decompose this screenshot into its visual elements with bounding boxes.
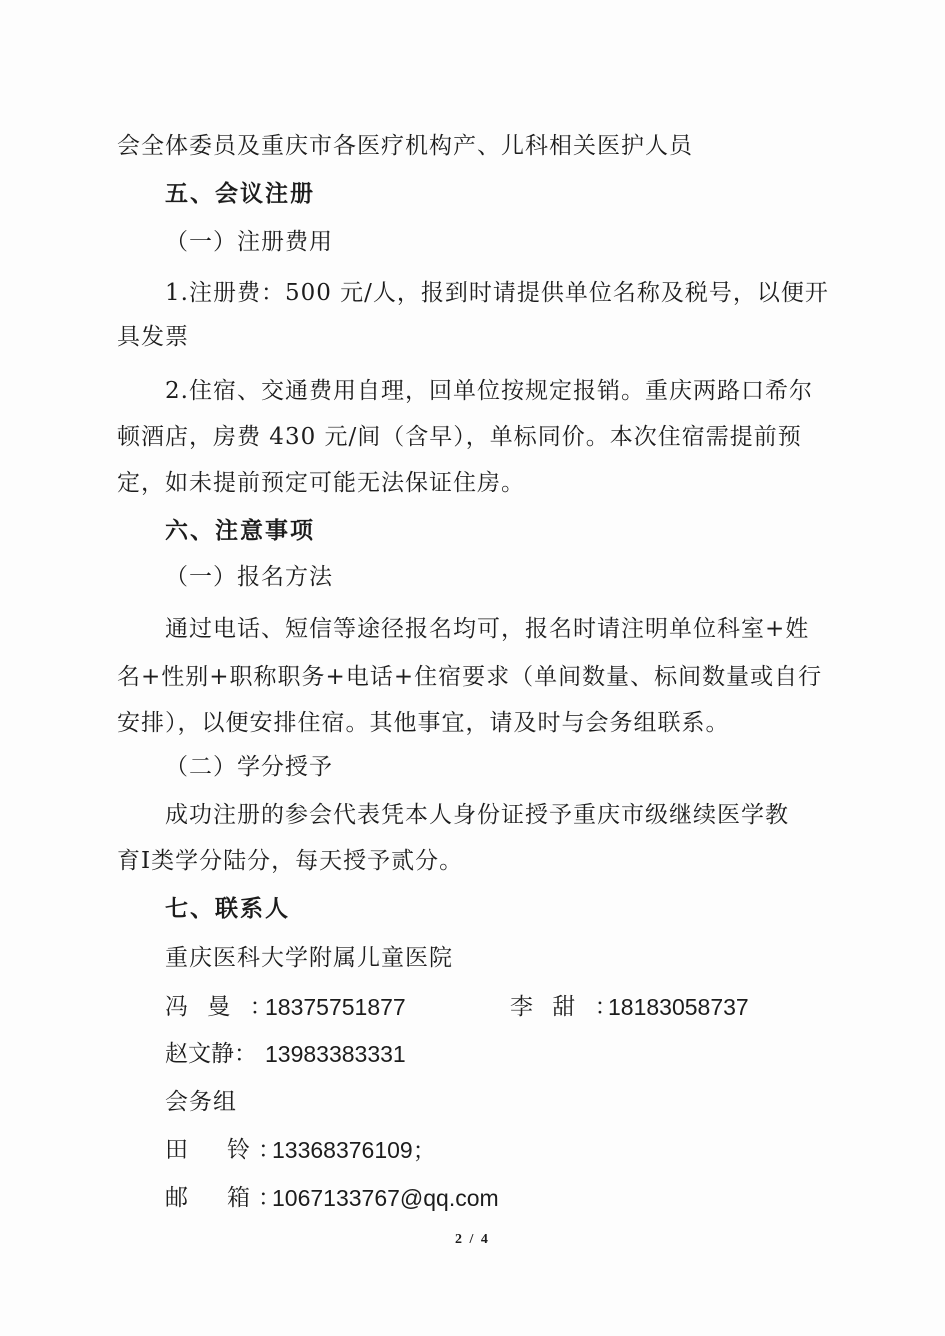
signup-text-line: 通过电话、短信等途径报名均可，报名时请注明单位科室+姓: [165, 616, 810, 642]
body-text-line: 会全体委员及重庆市各医疗机构产、儿科相关医护人员: [117, 133, 693, 159]
signup-text-line: 名+性别+职称职务+电话+住宿要求（单间数量、标间数量或自行: [117, 664, 823, 690]
section-heading-contacts: 七、联系人: [165, 895, 290, 922]
contact-name: 赵文静：: [165, 1041, 257, 1067]
signup-text-line: 安排），以便安排住宿。其他事宜，请及时与会务组联系。: [117, 710, 730, 736]
lodging-item-line: 2.住宿、交通费用自理，回单位按规定报销。重庆两路口希尔: [165, 378, 813, 404]
contact-phone: 18375751877: [265, 994, 406, 1020]
contact-name: 冯 曼 ：: [165, 994, 279, 1020]
group-contact-email: 1067133767@qq.com: [272, 1185, 499, 1211]
subsection-heading-fees: （一）注册费用: [165, 229, 333, 255]
group-contact-phone: 13368376109；: [272, 1137, 436, 1163]
credit-text-line: 成功注册的参会代表凭本人身份证授予重庆市级继续医学教: [165, 802, 789, 828]
page-number: 2 / 4: [455, 1232, 490, 1247]
section-heading-notes: 六、注意事项: [165, 517, 315, 544]
contact-name: 李 甜 ：: [510, 994, 624, 1020]
section-heading-registration: 五、会议注册: [165, 180, 315, 207]
subsection-heading-signup: （一）报名方法: [165, 564, 333, 590]
meeting-group-label: 会务组: [165, 1089, 237, 1115]
group-contact-name: 田 铃：: [165, 1137, 289, 1163]
group-contact-email-label: 邮 箱：: [165, 1185, 289, 1211]
credit-text-line: 育Ⅰ类学分陆分，每天授予贰分。: [117, 848, 464, 874]
lodging-item-line: 顿酒店，房费 430 元/间（含早），单标同价。本次住宿需提前预: [117, 424, 802, 450]
contact-phone: 18183058737: [608, 994, 749, 1020]
fee-item-line: 1.注册费：500 元/人，报到时请提供单位名称及税号，以便开: [165, 280, 829, 306]
contact-phone: 13983383331: [265, 1041, 406, 1067]
organization-name: 重庆医科大学附属儿童医院: [165, 945, 453, 971]
lodging-item-line: 定，如未提前预定可能无法保证住房。: [117, 470, 525, 496]
fee-item-line: 具发票: [117, 324, 189, 350]
subsection-heading-credits: （二）学分授予: [165, 754, 333, 780]
